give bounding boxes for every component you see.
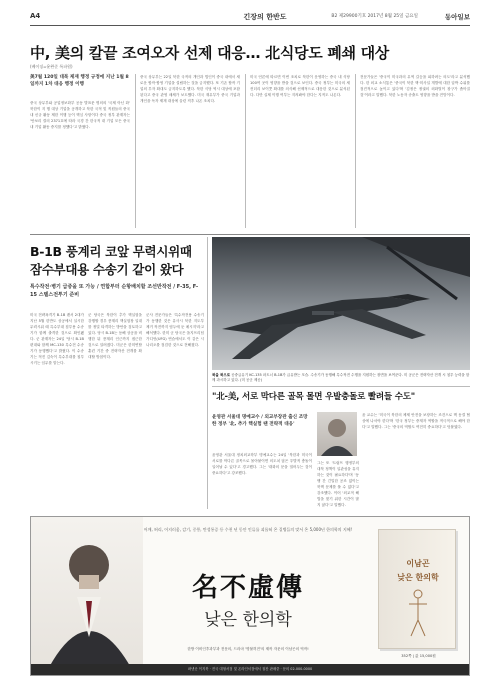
story2-subheadline: 특수작전·병기 급증을 또 가능 / 연합부터 순항배치할 조선반작전 / F-35, F-15 스텔스전투기 준비: [30, 284, 199, 298]
caption-title: 북을 북으로: [212, 373, 231, 377]
story2-headline-line2: 잠수부대용 수송기 같이 왔다: [30, 262, 184, 277]
column-divider: [245, 74, 246, 228]
masthead: [30, 12, 470, 26]
story1-lede: 美7월 120일 대북 제재 행정 규정에 지난 1월 8일까지 1차 대응 행정 이행: [30, 75, 129, 87]
section-divider: [212, 386, 470, 387]
story1-byline: (베이징=윤완준 특파원): [30, 64, 73, 69]
story1-column-2: 중국 상무부는 22일 북한 국적의 개인과 법인이 중국 내에서 새로운 합작·합영 기업을 설립하는 것을 금지했다. 또 기존 합작 기업의 투자 확대도 금지하도록 했다. 북한 식당 역시 대상에 포함된다고 중국 관영 매체가 보도했다. 미국 재무부가 중국 기업과 개인을 독자 제재 대상에 올린 직후 나온 조치다.: [140, 75, 240, 103]
paper-name: 동아일보: [444, 13, 470, 21]
story2-column-3: 군사 전문가들은 '특수작전용 수송기가 동행한 것은 유사시 북한 지도부 제거 작전까지 염두에 둔 메시지'라고 해석했다. 한미 군 당국은 을지프리덤가디언(UFG) 연습에서도 이 같은 시나리오를 점검한 것으로 전해졌다.: [146, 313, 204, 347]
caption-text: 공중급유기 KC-135 파트너 B-1B가 급유받는 모습. 수송기가 동행해 특수작전 수행을 지원하는 장면을 보여준다. 미 공군은 전략자산 전개 시 침투 능력을 함께 과시하고 있다. (미 공군 제공): [212, 373, 470, 382]
story2-headline[interactable]: [30, 243, 200, 279]
column-divider: [355, 74, 356, 228]
story2-column-2: 군 당국은 북한이 추가 핵실험을 강행할 경우 풍계리 핵실험장 일대를 정밀 타격하는 방안을 검토하고 있다. 당시 B-1B는 동해 상공을 비행한 뒤 풍계리 인근까지 접근한 것으로 알려졌다. 미군은 한미연합훈련 기간 중 전략자산 전개를 확대할 방침이다.: [88, 313, 142, 359]
author-figure-image: [31, 517, 143, 675]
story2-column-1: 미국 전략폭격기 B-1B 랜서 2대가 지난 5월 한반도 상공에서 실시한 무력시위 때 특수부대 침투용 수송기가 함께 출격한 것으로 확인됐다. 군 관계자는 24일 '당시 B-1B 편대와 함께 MC-130 특수전 수송기가 동행했다'고 밝혔다. 이 수송기는 적진 깊숙이 특수부대를 침투시키는 임무를 맡는다.: [30, 313, 84, 365]
story2-headline-line1: B-1B 풍계리 코앞 무력시위때: [30, 244, 192, 259]
book-title: 낮은 한의학: [397, 573, 439, 582]
story3-subheadline: 윤영관 서울대 명예교수 / 외교부장관 출신 조망한 정부 '北, 추가 핵실험 땐 전략적 대응': [212, 415, 308, 427]
story1-headline[interactable]: 中, 美의 칼끝 조여오자 선제 대응… 北식당도 폐쇄 대상: [30, 44, 389, 62]
book-cover[interactable]: [378, 529, 456, 649]
section-title: 긴장의 한반도: [243, 13, 287, 21]
interviewee-portrait: [317, 412, 357, 456]
ad-title-hanja: 名不虛傳: [191, 573, 304, 603]
photo-caption: [212, 373, 470, 383]
book-author: 이남곤: [406, 559, 430, 568]
meridian-figure-icon: [403, 588, 433, 638]
section-divider: [30, 234, 470, 235]
aircraft-refueling-image: [212, 237, 470, 370]
ad-footer: 펴낸곳 이지북 · 전국 대형서점 및 온라인서점에서 절찬 판매중 · 문의 02-000-0000: [31, 664, 469, 675]
story1-column-1: 중국 상무부와 공업정보화부 공동 발표문 명의의 '국제 아닌 화' 북한이 지 행 대상 기업을 공개하고 북한 국적 및 직원들의 중국 내 신규 활동 제한 이행 등이 핵심 사항이다 중국 정부 관계자는 '안보리 결의 2371호에 따라 국경 간 한국적 대 기업 모든 중국 내 기업 활동 중지를 정했다'고 밝혔다.: [30, 101, 130, 129]
story1-column-4: 전문가들은 '중국이 미국과의 무역 갈등을 피하려는 의도'라고 분석했다. 한 외교 소식통은 '중국이 북한 핵·미사일 개발에 대한 압박 수위를 점진적으로 높이고 있다'며 '김정은 정권의 외화벌이 창구가 좁아질 것'이라고 말했다. 북한 노동자 송출도 영향을 받을 전망이다.: [360, 75, 470, 97]
page-number: A4: [30, 12, 41, 20]
ad-tagline: 한방 이비인후과부과 전문의, 드라마 '명불허전'의 제작 자문의 이남곤의 역작!: [187, 647, 309, 651]
story3-column-1: 윤영관 서울대 정치외교학부 명예교수는 24일 '북한과 미국이 서로를 막다른 골목으로 몰아붙이면 의도치 않은 우발적 충돌이 일어날 수 있다'고 경고했다. 그는 '대화의 문을 열어두는 것이 중요하다'고 강조했다.: [212, 453, 312, 475]
column-divider: [207, 237, 208, 509]
aircraft-photo: [212, 237, 470, 370]
column-divider: [135, 74, 136, 228]
story3-headline[interactable]: "北-美, 서로 막다른 골목 몰면 우발충돌로 빨려들 수도": [212, 392, 415, 402]
story3-column-3: 그는 또 '트럼프 행정부의 대북 정책이 일관성을 유지하는 것이 필요하다'며 '동맹 간 긴밀한 공조 없이는 북핵 문제를 풀 수 없다'고 강조했다. 이어 '외교적 해법을 찾기 위한 시간이 많지 않다'고 말했다.: [317, 461, 359, 507]
story3-column-2: 윤 교수는 '미국이 북한의 체제 안전을 보장하는 조건으로 핵 동결 협상에 나서야 한다'며 '한국 정부는 중재자 역할을 적극적으로 해야 한다'고 말했다. 그는 '중국의 역할도 여전히 중요하다'고 덧붙였다.: [362, 413, 470, 429]
book-price: 352쪽 | 값 15,000원: [401, 654, 436, 658]
author-photo: [31, 517, 143, 675]
ad-copy: 어깨, 허리, 어지러움, 감기, 중풍, 만성통증 등 수천 년 동안 인류를 괴롭혀 온 질병들의 맞서 온 5,000년 한의학의 지혜!: [143, 527, 353, 532]
portrait-image: [317, 412, 357, 456]
ad-title-korean: 낮은 한의학: [204, 610, 292, 630]
book-advertisement[interactable]: [30, 516, 470, 676]
story1-column-3: 미국 언론에 따르면 이번 조치로 북한이 운영하는 중국 내 식당 100여 곳이 영향을 받을 것으로 보인다. 중국 정부는 미국의 세컨더리 보이콧 확대를 의식해 선제적으로 대응한 것으로 분석된다. 다만 실제 이행 여부는 지켜봐야 한다는 지적도 나온다.: [250, 75, 350, 97]
issue-date: B2 제29900기호 2017년 8월 25일 금요일: [331, 14, 418, 19]
